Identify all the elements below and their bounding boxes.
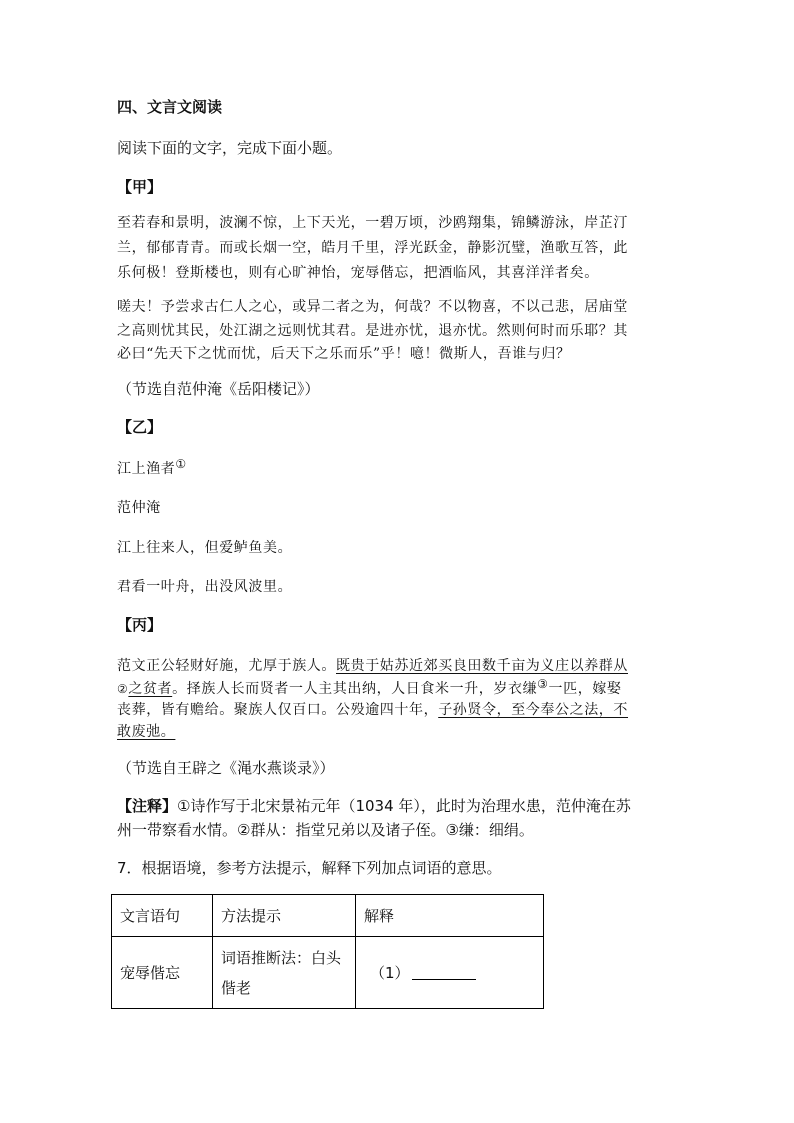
yi-line1: 江上往来人，但爱鲈鱼美。 (117, 540, 293, 556)
yi-title-text: 江上渔者 (117, 461, 176, 477)
notes-line1-text: ①诗作写于北宋景祐元年（1034 年），此时为治理水患，范仲淹在苏 (177, 797, 631, 815)
bing-source: （节选自王辟之《渑水燕谈录》） (117, 759, 335, 777)
instruction: 阅读下面的文字，完成下面小题。 (117, 139, 343, 157)
row-sentence: 宠辱偕忘 (112, 937, 213, 1009)
jia-p2-line2: 之高则忧其民，处江湖之远则忧其君。是进亦忧，退亦忧。然则何时而乐耶？其 (117, 323, 628, 339)
answer-blank[interactable] (412, 965, 476, 980)
bing-label: 【丙】 (117, 616, 163, 634)
bing-l1-plain: 范文正公轻财好施，尤厚于族人。 (117, 658, 336, 674)
bing-line4 (117, 721, 175, 741)
jia-label: 【甲】 (117, 178, 163, 196)
notes-label: 【注释】 (117, 797, 178, 815)
answer-label: （1） (370, 964, 410, 982)
jia-source: （节选自范仲淹《岳阳楼记》） (117, 380, 320, 398)
bing-line3 (117, 699, 628, 719)
row-answer (356, 937, 544, 1009)
bing-l3-plain: 丧葬，皆有赡给。聚族人仅百口。公殁逾四十年， (117, 702, 439, 718)
bing-l1-underlined: 既贵于姑苏近郊买良田数千亩为义庄以养群从 (336, 658, 628, 674)
answer-table (111, 894, 544, 1009)
note-marker-2: ② (117, 682, 129, 696)
table-header-row (112, 895, 544, 937)
row-hint (213, 937, 356, 1009)
note-marker-1: ① (175, 457, 187, 471)
bing-l2-plain-b: 一匹，嫁娶 (548, 681, 622, 697)
table-row (112, 937, 544, 1009)
bing-line2 (117, 677, 622, 698)
bing-l2-plain-a: 。择族人长而贤者一人主其出纳，人日食米一升，岁衣缣 (172, 681, 538, 697)
jia-p2-line3: 必曰“先天下之忧而忧，后天下之乐而乐”乎！噫！微斯人，吾谁与归？ (117, 346, 571, 362)
note-marker-3: ③ (537, 677, 549, 691)
header-cell-hint: 方法提示 (213, 895, 356, 937)
row-hint-line1: 词语推断法：白头 (221, 948, 342, 967)
bing-line1 (117, 655, 628, 675)
yi-label: 【乙】 (117, 418, 163, 436)
question-7: 7．根据语境，参考方法提示，解释下列加点词语的意思。 (117, 859, 502, 877)
yi-author: 范仲淹 (117, 500, 161, 516)
bing-l4-underlined: 敢废弛。 (117, 724, 176, 740)
yi-line2: 君看一叶舟，出没风波里。 (117, 579, 293, 595)
jia-p1-line2: 兰，郁郁青青。而或长烟一空，皓月千里，浮光跃金，静影沉璧，渔歌互答，此 (117, 240, 628, 256)
header-cell-sentence: 文言语句 (112, 895, 213, 937)
header-cell-explanation: 解释 (356, 895, 544, 937)
yi-poem-title (117, 457, 187, 478)
bing-l3-underlined: 子孙贤令，至今奉公之法，不 (438, 702, 629, 718)
jia-p2-line1: 嗟夫！予尝求古仁人之心，或异二者之为，何哉？不以物喜，不以己悲，居庙堂 (117, 299, 628, 315)
bing-l2-underlined: 之贫者 (128, 681, 173, 697)
section-heading: 四、文言文阅读 (117, 98, 223, 116)
jia-p1-line1: 至若春和景明，波澜不惊，上下天光，一碧万顷，沙鸥翔集，锦鳞游泳，岸芷汀 (117, 215, 628, 231)
jia-p1-line3: 乐何极！登斯楼也，则有心旷神怡，宠辱偕忘，把酒临风，其喜洋洋者矣。 (117, 265, 599, 281)
notes-line2: 州一带察看水情。②群从：指堂兄弟以及诸子侄。③缣：细绢。 (117, 821, 534, 839)
row-hint-line2: 偕老 (221, 978, 252, 997)
notes-line1 (117, 795, 631, 816)
